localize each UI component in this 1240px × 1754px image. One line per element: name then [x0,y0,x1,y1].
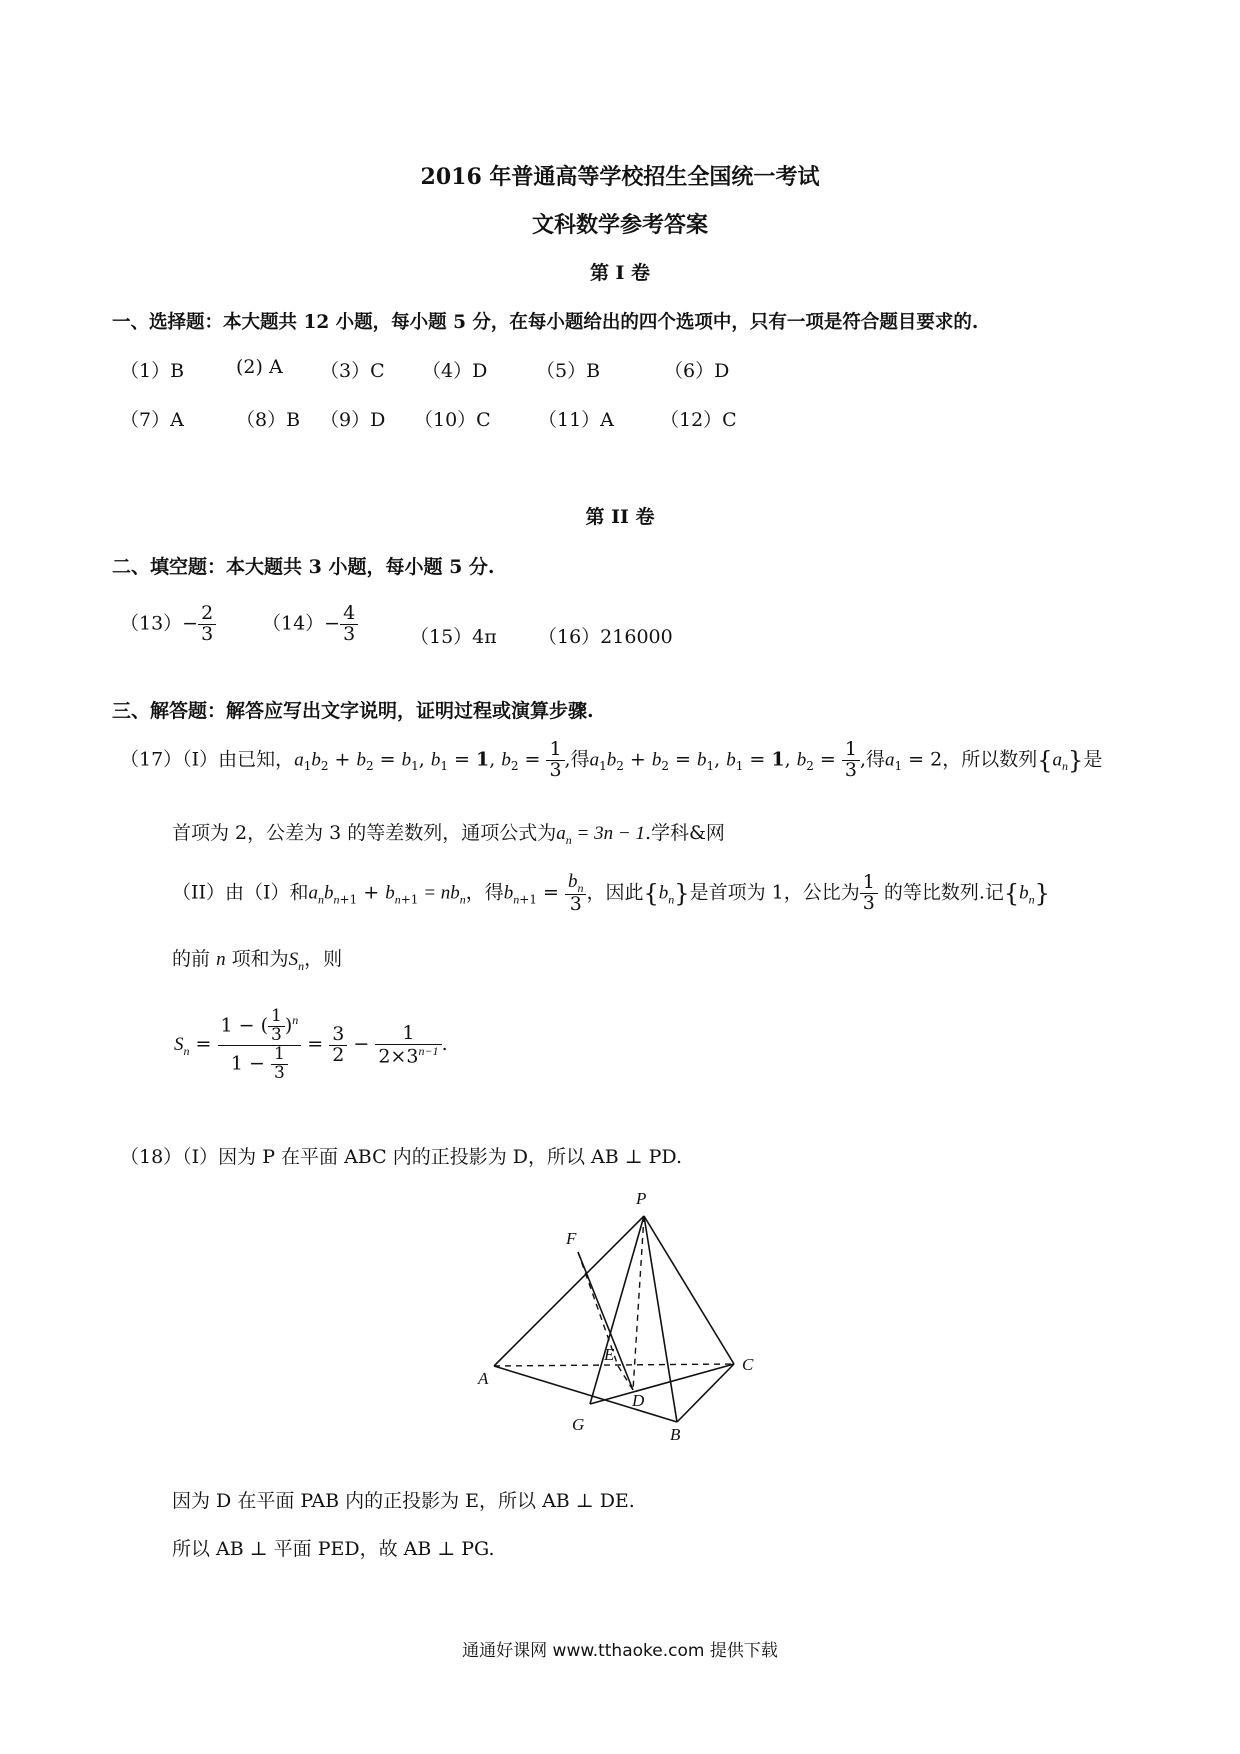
section-3-header: 三、解答题：解答应写出文字说明，证明过程或演算步骤. [112,700,594,722]
q17-sum-minus-num: 1 [375,1024,441,1045]
fill-13-label: （13）− [120,612,199,635]
q17-cond-frac-den: 3 [549,758,562,781]
q17-sum-minus-den: 2×3 [378,1044,419,1067]
q17-line-3: （II）由（I）和$a_nb_{n+1} + b_{n+1} = nb_n$，得$b_{n+1}$ = $\frac{b_n}{3}$ ，因此$\{b_n\}$是首项为 1，公比为 $\frac{1}{3}$ 的等比数列.记$\{b_n\}$ [172,871,1050,916]
q17-get-text-2: ,得 [859,748,885,771]
q18-line-3: 所以 AB ⊥ 平面 PED，故 AB ⊥ PG. [172,1538,495,1560]
q17-conclusion: ，所以数列 [942,748,1038,771]
q17-sum-formula: $S_n$ = 1 − ( $\frac{1}{3}$ )$^n$ 1 − $\frac{1}{3}$ = $\frac{3}{2}$ − $\frac{1}{2\times 3^{n-1}}$ . [174,1006,448,1083]
q17-is: 是 [1083,748,1103,771]
pyramid-figure-main [470,1188,770,1448]
label-D: D [632,1391,645,1410]
choice-answer: （4）D [422,360,488,382]
q18-line-1: （18）（I）因为 P 在平面 ABC 内的正投影为 D，所以 AB ⊥ PD. [120,1146,683,1168]
choice-answer: （9）D [320,409,386,431]
q17-line4-tail: ，则 [304,948,343,970]
section-2-header: 二、填空题：本大题共 3 小题，每小题 5 分. [112,556,495,578]
q17-line2-text: 首项为 2，公差为 3 的等差数列，通项公式为 [172,822,557,844]
choice-answer: （12）C [660,409,737,431]
document-title: 2016 年普通高等学校招生全国统一考试 [420,164,820,190]
q17-get-text: ,得 [564,748,590,771]
q17-line-2: 首项为 2，公差为 3 的等差数列，通项公式为$a_n = 3n - 1$.学科&网 [172,822,725,847]
edge-PC [644,1216,734,1364]
volume-1-heading: 第 I 卷 [589,262,651,284]
fill-13-denominator: 3 [201,622,214,645]
choice-answer: （11）A [538,409,614,431]
q17-part2-therefore: ，因此 [586,881,644,904]
q17-part2-tail: 的等比数列.记 [883,881,1004,904]
q17-sum-exp: n−1 [418,1043,439,1058]
hidden-segment-PD [633,1216,644,1390]
q17-cond-frac-num: 1 [546,740,564,761]
q17-ratio-den: 3 [862,892,875,915]
q17-cond-frac-den-2: 3 [844,758,857,781]
fill-answer-14 [262,604,358,645]
segment-GC [590,1364,734,1404]
fill-answer-13 [120,604,216,645]
choice-answer: （6）D [664,360,730,382]
q17-label: （17）（I）由已知， [120,748,295,771]
q17-part2-frac-den: 3 [569,893,582,916]
fill-13-numerator: 2 [198,604,216,625]
q17-sum-three: 3 [329,1025,347,1046]
segment-FD [578,1252,633,1390]
q17-sum-two: 2 [332,1043,345,1066]
choice-answer: （8）B [236,409,301,431]
page-footer: 通通好课网 www.tthaoke.com 提供下载 [462,1641,778,1661]
label-G: G [572,1415,585,1434]
fill-answer-15: （15）4π [410,626,497,648]
q17-part2-label: （II）由（I）和 [172,881,309,904]
fill-14-numerator: 4 [340,604,358,625]
edge-PB [644,1216,677,1422]
label-P: P [636,1189,647,1208]
q17-general-term: = 3n − 1 [571,823,645,844]
choice-answer: （10）C [414,409,491,431]
fill-14-denominator: 3 [343,622,356,645]
q17-line-1: （17）（I）由已知，$a_1b_2 + b_2 = b_1$, $b_1 = 1$, $b_2$ = $\frac{1}{3}$ ,得$a_1b_2 + b_2 = b_1$, $b_1 = 1$, $b_2$ = $\frac{1}{3}$ ,得$a_1 = 2$，所以数列$\{a_n\}$是 [120,738,1103,781]
q17-cond-frac-num-2: 1 [842,740,860,761]
label-A: A [478,1369,489,1388]
q17-ratio-num: 1 [860,873,878,894]
choice-answer: （3）C [320,360,385,382]
choice-answer: (2) A [236,356,283,378]
q17-line4-text: 的前 [172,948,211,970]
q17-line-4: 的前 n 项和为$S_n$，则 [172,948,343,973]
q17-line2-tail: .学科&网 [644,822,725,844]
label-C: C [742,1355,754,1374]
choice-answer: （7）A [120,409,184,431]
choice-answer: （5）B [536,360,601,382]
fill-answer-16: （16）216000 [538,626,673,648]
q17-part2-get: ，得 [465,881,504,904]
label-F: F [566,1229,577,1248]
q17-part2-eq: = nb [418,882,460,904]
q18-line-2: 因为 D 在平面 PAB 内的正投影为 E，所以 AB ⊥ DE. [172,1490,635,1512]
q17-line4-text2: 项和为 [231,948,289,970]
choice-answer: （1）B [120,360,185,382]
label-B: B [670,1425,681,1444]
document-subtitle: 文科数学参考答案 [531,212,708,238]
fill-14-label: （14）− [262,612,341,635]
label-E: E [604,1345,615,1364]
section-1-header: 一、选择题：本大题共 12 小题，每小题 5 分，在每小题给出的四个选项中，只有一项是符合题目要求的. [112,312,979,333]
edge-AB [494,1366,677,1422]
q17-a1-value: = 2 [902,748,943,771]
volume-2-heading: 第 II 卷 [585,506,655,528]
segment-PG [590,1216,644,1404]
hidden-edge-AC [494,1364,734,1366]
q17-part2-mid: 是首项为 1，公比为 [689,881,860,904]
